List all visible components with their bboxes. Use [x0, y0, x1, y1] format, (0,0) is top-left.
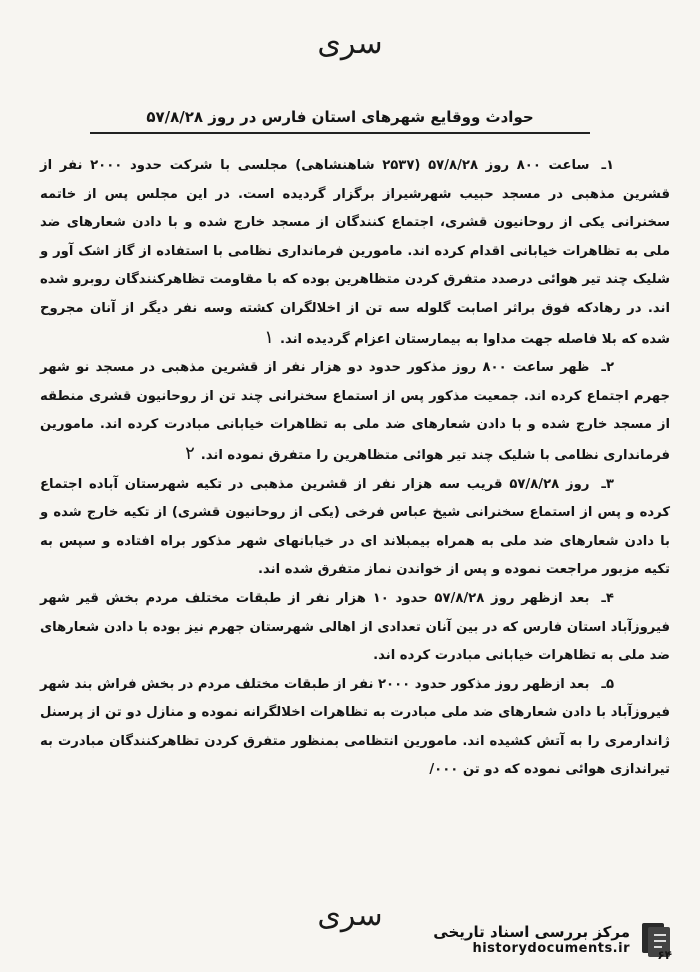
classification-footer: سری — [317, 898, 383, 933]
item-number: ۲ـ — [601, 360, 614, 376]
item-text: بعد ازظهر روز مذکور حدود ۲۰۰۰ نفر از طبقات مختلف مردم در بخش فراش بند شهر فیروزآباد با دادن شعارهای ضد ملی مبادرت به تظاهرات اخلالگرانه نموده و منازل دو تن از پرسنل ژاندارمری را به آتش کشیده اند. مامورین انتظامی بمنظور متفرق کردن تظاهرکنندگان مبادرت به تیراندازی هوائی نموده که دو تن ۰۰۰/ — [40, 676, 670, 778]
classification-header: سری — [317, 26, 383, 61]
page-number: ۶۴ — [657, 948, 672, 962]
handwritten-annotation: ۱ — [264, 326, 274, 348]
report-item-1 — [40, 152, 670, 354]
archive-url: historydocuments.ir — [472, 940, 630, 956]
archive-watermark — [392, 913, 682, 965]
item-text: ظهر ساعت ۸۰۰ روز مذکور حدود دو هزار نفر از قشرین مذهبی در مسجد نو شهر جهرم اجتماع کرده اند. جمعیت مذکور پس از استماع سخنرانی چند تن از روحانیون قشری منطقه از مسجد خارج شده و با دادن شعارهای ضد ملی به تظاهرات خیابانی مبادرت کرده اند. مامورین فرمانداری نظامی با شلیک چند تیر هوائی متظاهرین را متفرق نموده اند. — [40, 360, 670, 463]
report-item-3 — [40, 471, 670, 585]
item-number: ۵ـ — [601, 676, 614, 692]
handwritten-annotation: ۲ — [185, 442, 195, 464]
document-title: حوادث ووقایع شهرهای استان فارس در روز ۵۷/۸/۲۸ — [90, 108, 590, 134]
item-number: ۱ـ — [601, 158, 615, 173]
report-item-4 — [40, 585, 670, 671]
item-number: ۴ـ — [601, 590, 614, 606]
document-body — [40, 152, 670, 785]
report-item-5 — [40, 671, 670, 785]
item-number: ۳ـ — [601, 476, 614, 492]
item-text: بعد ازظهر روز ۵۷/۸/۲۸ حدود ۱۰ هزار نفر از طبقات مختلف مردم بخش قیر شهر فیروزآباد استان فارس که در بین آنان تعدادی از اهالی شهرستان جهرم نیز بوده با دادن شعارهای ضد ملی به تظاهرات خیابانی مبادرت کرده اند. — [40, 590, 670, 664]
archive-name: مرکز بررسی اسناد تاریخی — [433, 922, 630, 941]
item-text: ساعت ۸۰۰ روز ۵۷/۸/۲۸ (۲۵۳۷ شاهنشاهی) مجلسی با شرکت حدود ۲۰۰۰ نفر از قشرین مذهبی در مسجد حبیب شهرشیراز برگزار گردیده است. در این مجلس پس از خاتمه سخنرانی یکی از روحانیون قشری، اجتماع کنندگان از مسجد خارج شده و با دادن شعارهای ضد ملی به تظاهرات خیابانی اقدام کرده اند. مامورین فرمانداری نظامی با استفاده از گاز اشک آور و شلیک چند تیر هوائی درصدد متفرق کردن متظاهرین بوده که با مقاومت تظاهرکنندگان روبرو شده اند. در رهادکه فوق براثر اصابت گلوله سه تن از اخلالگران کشته وسه نفر دیگر از آنان مجروح شده که بلا فاصله جهت مداوا به بیمارستان اعزام گردیده اند. — [40, 158, 670, 347]
report-item-2 — [40, 354, 670, 470]
item-text: روز ۵۷/۸/۲۸ قریب سه هزار نفر از قشرین مذهبی در تکیه شهرستان آباده اجتماع کرده و پس از استماع سخنرانی شیخ عباس فرخی (یکی از روحانیون قشری) از تکیه خارج شده و با دادن شعارهای ضد ملی به همراه بیمبلاند ای در خیابانهای شهر مذکور براه افتاده و سپس به تکیه مزبور مراجعت نموده و پس از خواندن نماز متفرق شده اند. — [40, 476, 670, 578]
